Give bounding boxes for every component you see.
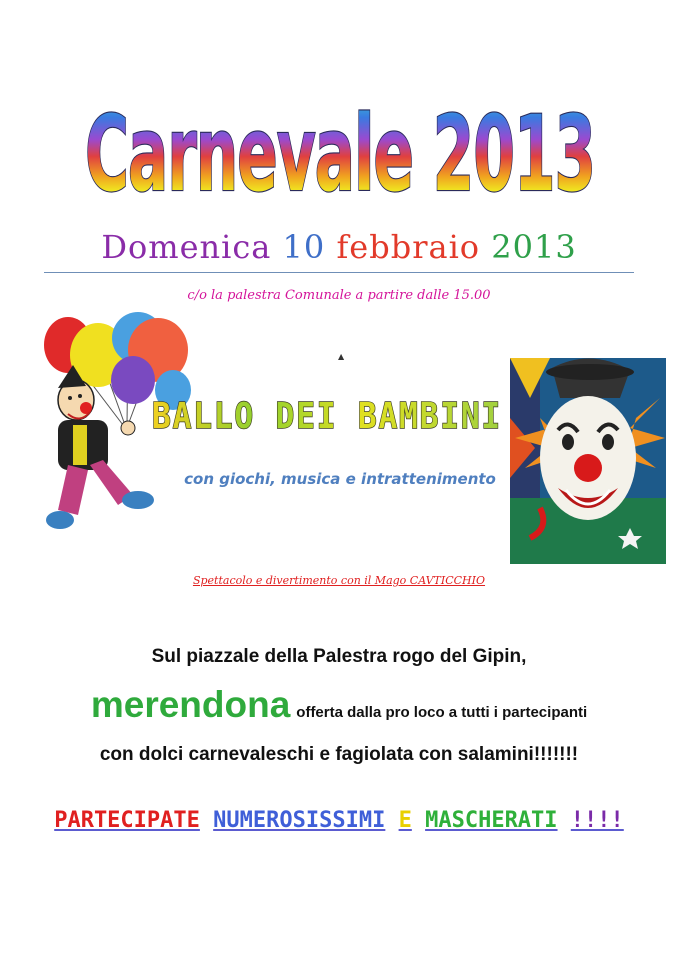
cta-word-1: PARTECIPATE xyxy=(54,808,200,833)
divider xyxy=(44,272,634,273)
cta-word-5: !!!! xyxy=(570,808,624,833)
cta-word-3: E xyxy=(398,808,412,833)
date-year: 2013 xyxy=(491,228,577,266)
cta-word-4: MASCHERATI xyxy=(425,808,558,833)
poster-title xyxy=(80,62,600,222)
cta-word-2: NUMEROSISSIMI xyxy=(213,808,386,833)
title-text: Carnevale 2013 xyxy=(85,93,595,215)
event-name-title xyxy=(146,388,508,444)
info-line-1: Sul piazzale della Palestra rogo del Gipin, xyxy=(151,646,527,667)
info-line-3: con dolci carnevaleschi e fagiolata con salamini!!!!!!! xyxy=(99,744,579,765)
date-month: febbraio xyxy=(336,228,481,266)
venue-text: c/o la palestra Comunale a partire dalle 15.00 xyxy=(187,288,491,303)
decorative-mark: ▲ xyxy=(338,352,345,361)
show-text: Spettacolo e divertimento con il Mago CAVTICCHIO xyxy=(192,574,486,587)
merenda-details: offerta dalla pro loco a tutti i partecipanti xyxy=(296,704,588,721)
merenda-headline: merendona xyxy=(90,684,291,725)
call-to-action xyxy=(0,808,678,833)
merenda-line xyxy=(0,684,678,726)
date-day: 10 xyxy=(282,228,326,266)
event-date xyxy=(0,228,678,266)
event-name-text: BALLO DEI BAMBINI xyxy=(152,396,502,437)
clown-face-image xyxy=(510,358,666,564)
activities-text: con giochi, musica e intrattenimento xyxy=(184,470,496,488)
date-weekday: Domenica xyxy=(101,228,272,266)
